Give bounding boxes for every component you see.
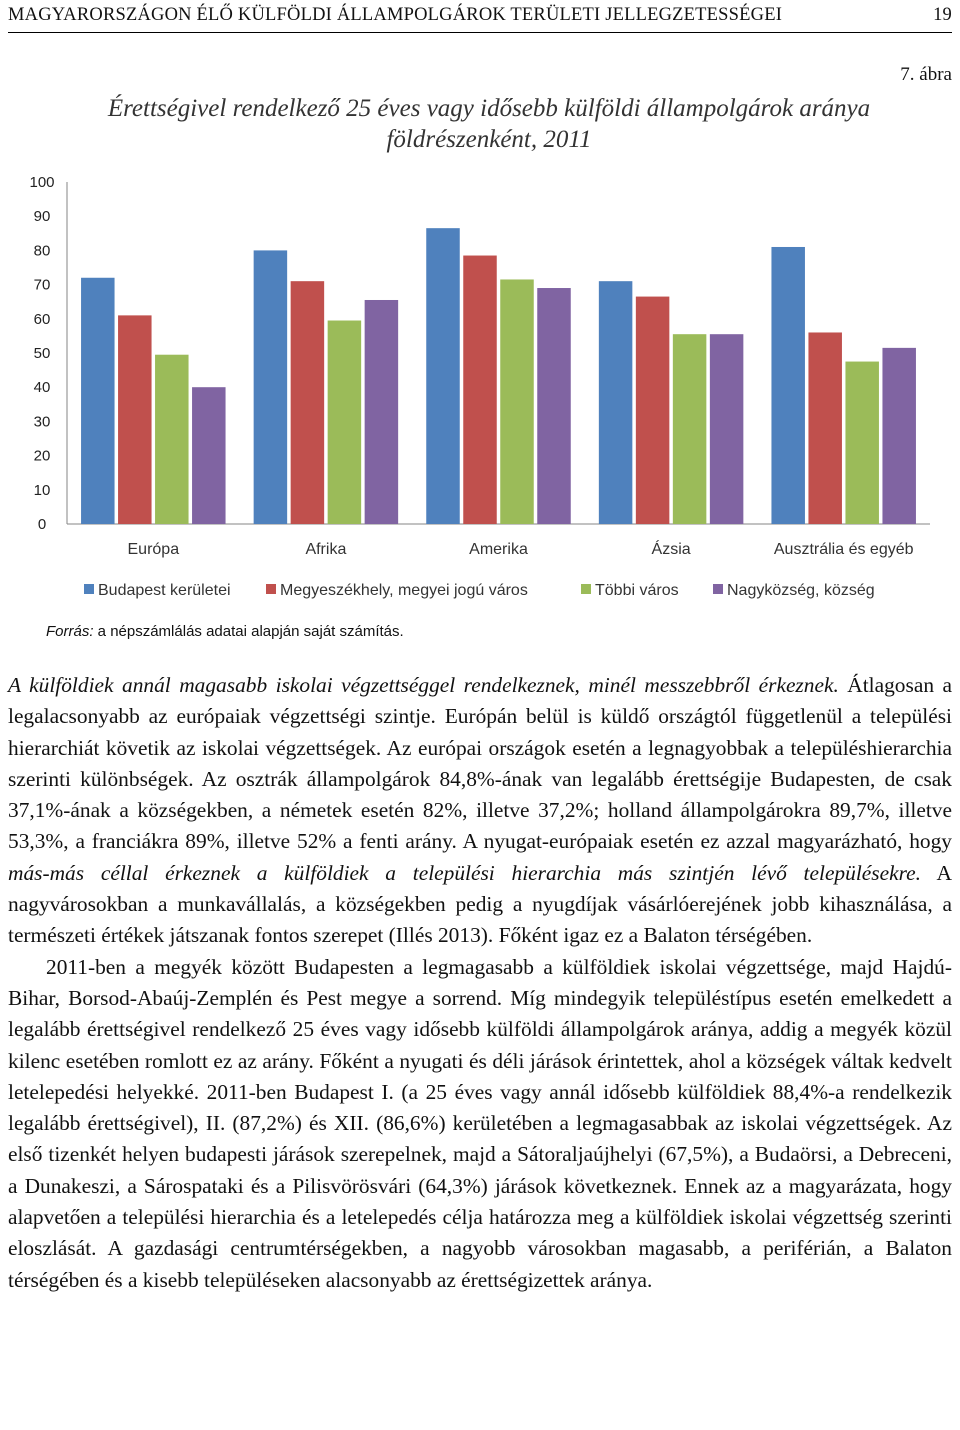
source-label: Forrás: — [46, 623, 94, 640]
bar — [808, 332, 842, 524]
bar — [192, 387, 226, 524]
bar — [845, 362, 879, 524]
y-tick-label: 90 — [33, 208, 51, 226]
legend-swatch — [581, 584, 591, 594]
figure-source — [46, 623, 404, 640]
bar — [636, 297, 670, 524]
chart-title: Érettségivel rendelkező 25 éves vagy idősebb külföldi állampolgárok aránya földrészenként, 2011 — [107, 95, 871, 153]
y-tick-label: 10 — [33, 481, 51, 499]
paragraph-1-emphasis: más-más céllal érkeznek a külföldiek a települési hierarchia más szintjén lévő településekre. — [8, 860, 921, 885]
y-tick-label: 50 — [33, 345, 51, 362]
bar — [328, 321, 362, 524]
y-tick-label: 60 — [33, 310, 51, 328]
x-category-label: Amerika — [469, 541, 528, 558]
bar — [155, 355, 189, 524]
legend-label: Budapest kerületei — [98, 582, 231, 599]
bar — [500, 279, 534, 524]
paragraph-1-lead: A külföldiek annál magasabb iskolai végzettséggel rendelkeznek, minél messzebbről érkeznek. — [8, 673, 839, 697]
figure-label: 7. ábra — [900, 64, 952, 85]
running-header-title: MAGYARORSZÁGON ÉLŐ KÜLFÖLDI ÁLLAMPOLGÁROK TERÜLETI JELLEGZETESSÉGEI — [8, 5, 783, 25]
bar — [254, 250, 288, 524]
bar — [771, 247, 805, 524]
bar — [463, 256, 497, 524]
y-tick-label: 80 — [33, 242, 51, 260]
legend-label: Megyeszékhely, megyei jogú város — [280, 582, 528, 599]
y-tick-label: 0 — [37, 516, 47, 533]
x-category-label: Afrika — [305, 541, 347, 558]
page-number: 19 — [933, 5, 952, 25]
bar — [710, 334, 744, 524]
paragraph-2: 2011-ben a megyék között Budapesten a legmagasabb a külföldiek iskolai végzettsége, majd Hajdú-Bihar, Borsod-Abaúj-Zemplén és Pest megye a sorrend. Míg mindegyik településtípus esetén emelkedett a legalább érettségivel rendelkező 25 éves vagy idősebb külföldi állampolgárok aránya, addig a megyék közül kilenc esetében romlott ez az arány. Főként a nyugati és déli járások érintettek, ahol a községek váltak kedvelt letelepedési helyekké. 2011-ben Budapest I. (a 25 éves vagy annál idősebb külföldiek 88,4%-a rendelkezik legalább érettségivel), II. (87,2%) és XII. (86,6%) kerületében a legmagasabbak az iskolai végzettségek. Az első tizenkét helyen budapesti járások szerepelnek, majd a Sátoraljaújhelyi (67,5%), a Budaörsi, a Debreceni, a Dunakeszi, a Sárospataki és a Pilisvörösvári (64,3%) járások következnek. Ennek az a magyarázata, hogy alapvetően a települési hierarchia és a letelepedés célja határozza meg a külföldiek iskolai végzettség szerinti eloszlását. A gazdasági centrumtérségekben, a nagyobb városokban magasabb, a periférián, a Balaton térségében és a kisebb településeken alacsonyabb az érettségizettek aránya. — [8, 954, 952, 1292]
bar-chart — [0, 165, 960, 615]
legend-swatch — [266, 584, 276, 594]
bar — [291, 281, 325, 524]
x-category-label: Ázsia — [651, 541, 691, 558]
bar — [599, 281, 633, 524]
bar — [537, 288, 571, 524]
bar — [81, 278, 115, 524]
paragraph-1-part-a: Átlagosan a legalacsonyabb az európaiak végzettségi szintje. Európán belül is küldő országtól függetlenül a települési hierarchiát követik az iskolai végzettségek. Az európai országok esetén a legnagyobbak a településhierarchia szerinti különbségek. Az osztrák állampolgárok 84,8%-ának van legalább érettségije Budapesten, de csak 37,1%-ának a községekben, a németek esetén 82%, illetve 37,2%; holland állampolgárokra 89,7%, illetve 53,3%, a franciákra 89%, illetve 52% a fenti arány. A nyugat-európaiak esetén ez azzal magyarázható, hogy — [8, 673, 952, 854]
bar — [673, 334, 707, 524]
legend-swatch — [84, 584, 94, 594]
y-tick-label: 30 — [33, 413, 51, 431]
bar — [118, 315, 152, 524]
bar — [426, 228, 460, 524]
running-header — [8, 0, 952, 33]
legend-swatch — [713, 584, 723, 594]
y-tick-label: 20 — [33, 447, 51, 465]
paragraph-1-part-b: A nagyvárosokban a munkavállalás, a községekben pedig a nyugdíjak vásárlóerejének jobb kihasználása, a természeti értékek játszanak fontos szerepet (Illés 2013). Főként igaz ez a Balaton térségében. — [8, 860, 952, 948]
legend-label: Nagyközség, község — [727, 582, 875, 599]
x-category-label: Ausztrália és egyéb — [773, 541, 914, 558]
legend-label: Többi város — [595, 582, 679, 599]
source-text: a népszámlálás adatai alapján saját számítás. — [93, 623, 404, 640]
bar — [882, 348, 916, 524]
paragraph-1 — [8, 670, 952, 952]
y-tick-label: 40 — [33, 379, 51, 397]
body-text — [8, 670, 952, 1296]
bar — [365, 300, 399, 524]
y-tick-label: 100 — [29, 174, 55, 191]
x-category-label: Európa — [127, 541, 180, 558]
y-tick-label: 70 — [33, 276, 51, 294]
